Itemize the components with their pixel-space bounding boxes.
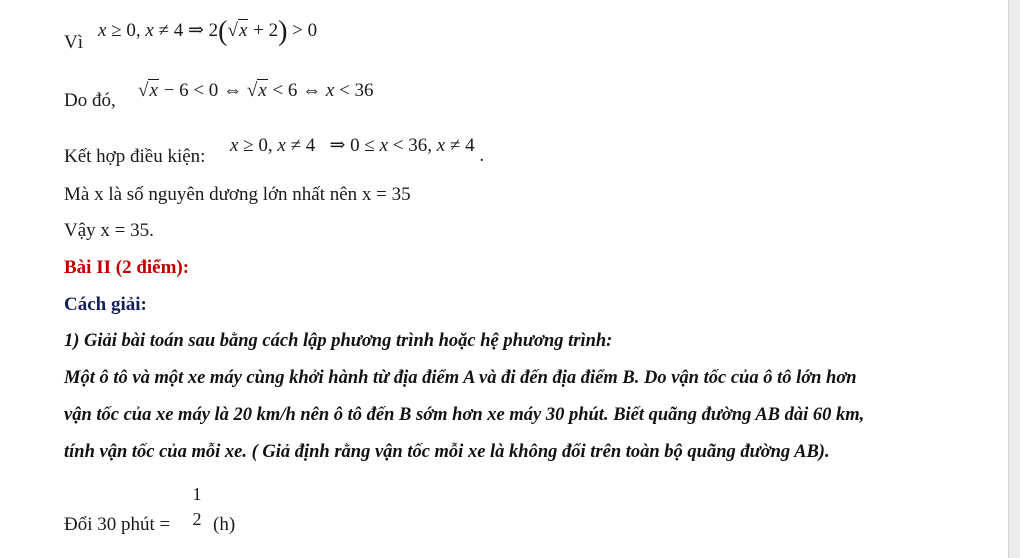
line-doi: [64, 514, 170, 536]
line-vi: [64, 16, 318, 53]
doi-label: Đổi 30 phút =: [64, 514, 171, 535]
section-title: Bài II (2 điểm):: [64, 257, 190, 278]
fraction-half: [189, 484, 205, 530]
line-ma-x: Mà x là số nguyên dương lớn nhất nên x = 35: [64, 184, 411, 205]
problem-heading: 1) Giải bài toán sau bằng cách lập phương trình hoặc hệ phương trình:: [64, 331, 613, 351]
fraction-denominator: 2: [192, 509, 202, 529]
vi-math: x ≥ 0, x ≠ 4 ⇒ 2(√x + 2) > 0: [98, 16, 318, 47]
kethop-label: Kết hợp điều kiện:: [64, 146, 206, 167]
vi-label: Vì: [64, 32, 83, 53]
line-dodo: [64, 80, 374, 111]
kethop-math: x ≥ 0, x ≠ 4 ⇒ 0 ≤ x < 36, x ≠ 4 .: [230, 135, 485, 166]
problem-text-line-2: vận tốc của xe máy là 20 km/h nên ô tô đến B sớm hơn xe máy 30 phút. Biết quãng đường AB dài 60 km,: [64, 405, 865, 425]
right-scroll-border: [1008, 0, 1020, 558]
dodo-label: Do đó,: [64, 90, 116, 111]
fraction-numerator: 1: [192, 484, 202, 504]
dodo-math: √x − 6 < 0 ⇔ √x < 6 ⇔ x < 36: [138, 80, 374, 101]
line-vay: Vậy x = 35.: [64, 220, 154, 241]
problem-text-line-1: Một ô tô và một xe máy cùng khởi hành từ địa điểm A và đi đến địa điểm B. Do vận tốc của ô tô lớn hơn: [64, 368, 857, 388]
line-kethop: [64, 135, 485, 167]
doi-unit: (h): [213, 514, 236, 535]
problem-text-line-3: tính vận tốc của mỗi xe. ( Giả định rằng vận tốc mỗi xe là không đổi trên toàn bộ quãng đường AB).: [64, 442, 830, 462]
solution-heading: Cách giải:: [64, 294, 147, 315]
